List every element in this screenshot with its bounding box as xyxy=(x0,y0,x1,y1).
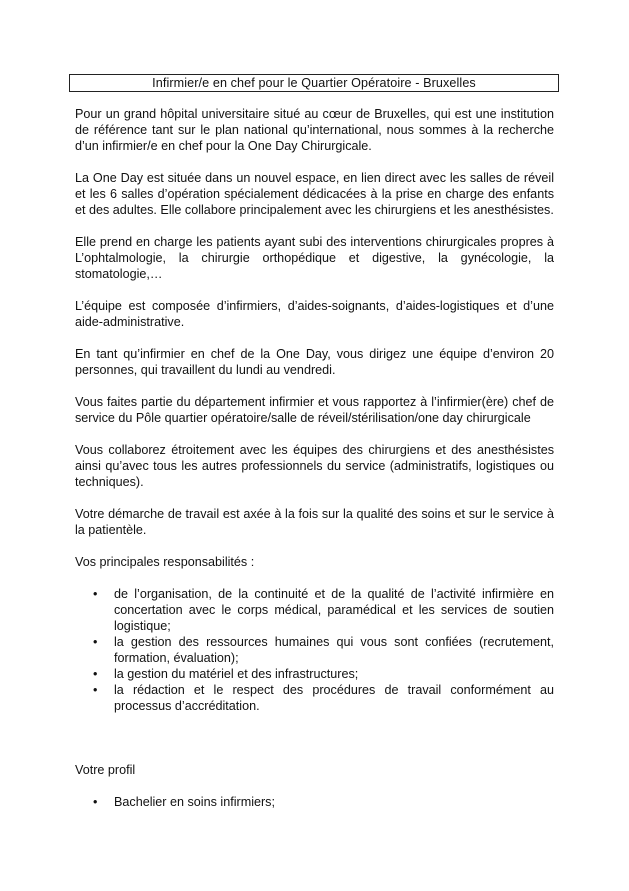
document-body xyxy=(75,106,554,826)
profile-list xyxy=(75,794,554,810)
paragraph-patients: Elle prend en charge les patients ayant subi des interventions chirurgicales propres à L’ophtalmologie, la chirurgie orthopédique et digestive, la gynécologie, la stomatologie,… xyxy=(75,235,554,281)
responsibilities-list xyxy=(75,586,554,714)
bullet-icon: • xyxy=(93,683,98,697)
list-item xyxy=(75,682,554,714)
list-item-text: la gestion des ressources humaines qui vous sont confiées (recrutement, formation, évaluation); xyxy=(114,635,554,665)
list-item xyxy=(75,634,554,666)
list-item-text: la rédaction et le respect des procédures de travail conformément au processus d’accréditation. xyxy=(114,683,554,713)
list-item-text: de l’organisation, de la continuité et de la qualité de l’activité infirmière en concertation avec le corps médical, paramédical et les services de soutien logistique; xyxy=(114,587,554,633)
paragraph-team: L’équipe est composée d’infirmiers, d’aides-soignants, d’aides-logistiques et d’une aide-administrative. xyxy=(75,299,554,329)
list-item-text: la gestion du matériel et des infrastructures; xyxy=(114,667,359,681)
list-item-text: Bachelier en soins infirmiers; xyxy=(114,795,275,809)
paragraph-approach: Votre démarche de travail est axée à la fois sur la qualité des soins et sur le service à la patientèle. xyxy=(75,507,554,537)
bullet-icon: • xyxy=(93,795,98,809)
document-title: Infirmier/e en chef pour le Quartier Opératoire - Bruxelles xyxy=(69,74,559,92)
paragraph-role: En tant qu’infirmier en chef de la One Day, vous dirigez une équipe d’environ 20 personnes, qui travaillent du lundi au vendredi. xyxy=(75,347,554,377)
bullet-icon: • xyxy=(93,635,98,649)
list-item xyxy=(75,666,554,682)
list-item xyxy=(75,586,554,634)
profile-heading: Votre profil xyxy=(75,763,136,777)
paragraph-location: La One Day est située dans un nouvel espace, en lien direct avec les salles de réveil et les 6 salles d’opération spécialement dédicacées à la prise en charge des enfants et des adultes. Elle collabore principalement avec les chirurgiens et les anesthésistes. xyxy=(75,171,554,217)
paragraph-department: Vous faites partie du département infirmier et vous rapportez à l’infirmier(ère) chef de service du Pôle quartier opératoire/salle de réveil/stérilisation/one day chirurgicale xyxy=(75,395,554,425)
paragraph-collaboration: Vous collaborez étroitement avec les équipes des chirurgiens et des anesthésistes ainsi qu’avec tous les autres professionnels du service (administratifs, logistiques ou techniques). xyxy=(75,443,554,489)
bullet-icon: • xyxy=(93,587,98,601)
paragraph-intro: Pour un grand hôpital universitaire situé au cœur de Bruxelles, qui est une institution de référence tant sur le plan national qu’international, nous sommes à la recherche d’un infirmier/e en chef pour la One Day Chirurgicale. xyxy=(75,107,554,153)
section-spacer xyxy=(75,730,554,762)
responsibilities-heading: Vos principales responsabilités : xyxy=(75,555,255,569)
bullet-icon: • xyxy=(93,667,98,681)
list-item xyxy=(75,794,554,810)
